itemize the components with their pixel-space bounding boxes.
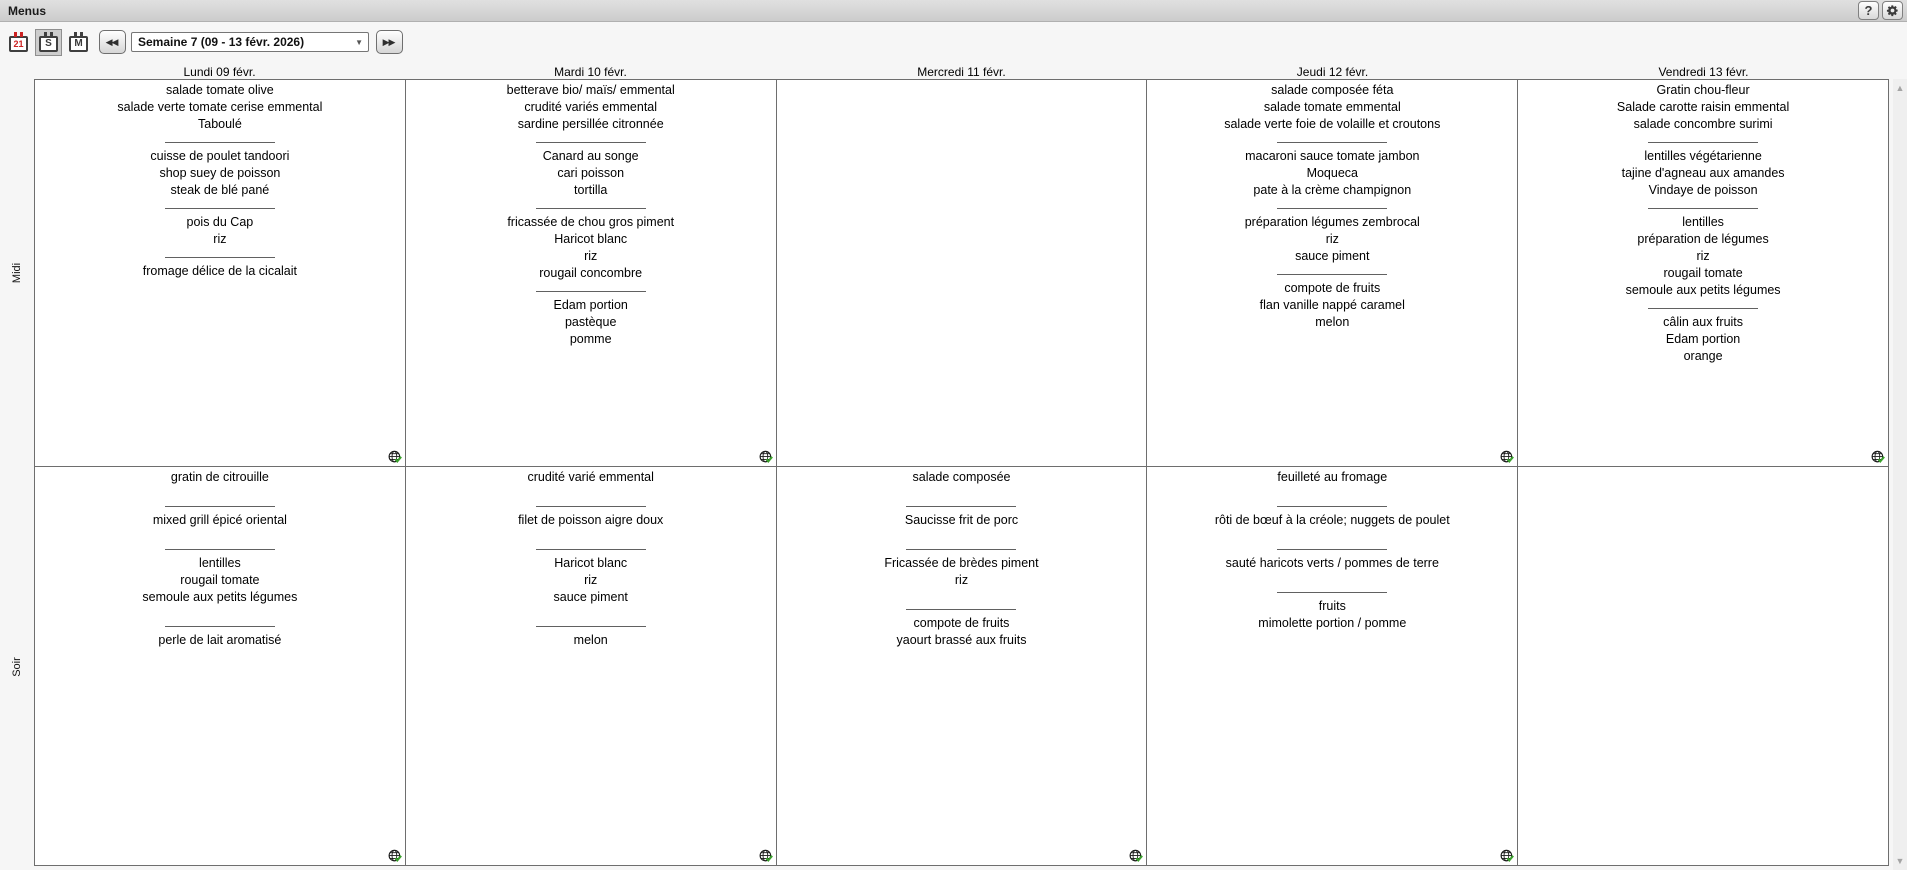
menu-item: Edam portion: [553, 298, 628, 312]
menu-item: tajine d'agneau aux amandes: [1621, 166, 1785, 180]
menu-item: cari poisson: [557, 166, 625, 180]
menu-item: gratin de citrouille: [170, 470, 269, 484]
group-separator: [1648, 308, 1758, 309]
menu-item: riz: [1696, 249, 1710, 263]
chevron-down-icon: ▼: [355, 37, 363, 47]
menu-item: mimolette portion / pomme: [1258, 616, 1407, 630]
menu-item: lentilles: [1682, 215, 1724, 229]
day-view-button[interactable]: [5, 29, 32, 56]
menu-item: Vindaye de poisson: [1648, 183, 1758, 197]
double-chevron-left-icon: ◀◀: [105, 36, 118, 47]
menu-item: pate à la crème champignon: [1253, 183, 1412, 197]
menu-cell-soir-day2[interactable]: [777, 467, 1148, 865]
menu-item: préparation légumes zembrocal: [1244, 215, 1420, 229]
group-separator: [1648, 142, 1758, 143]
menu-row-midi: [35, 80, 1888, 467]
day-header-2: Mercredi 11 févr.: [917, 65, 1006, 79]
menu-item: riz: [584, 249, 598, 263]
menu-item: salade verte tomate cerise emmental: [117, 100, 323, 114]
group-separator: [165, 549, 275, 550]
menu-item: sardine persillée citronnée: [517, 117, 664, 131]
menu-item: lentilles: [199, 556, 241, 570]
row-label-soir: Soir: [11, 657, 23, 677]
group-separator: [1277, 592, 1387, 593]
day-header-3: Jeudi 12 févr.: [1296, 65, 1369, 79]
menu-item: salade verte foie de volaille et croutons: [1224, 117, 1441, 131]
group-separator: [536, 142, 646, 143]
menu-item: steak de blé pané: [170, 183, 270, 197]
toolbar: [0, 23, 1907, 61]
row-label-midi: Midi: [11, 262, 23, 284]
menu-item: Fricassée de brèdes piment: [884, 556, 1039, 570]
menu-item: pois du Cap: [186, 215, 254, 229]
menu-item: melon: [1315, 315, 1350, 329]
previous-week-button[interactable]: [99, 30, 126, 54]
group-separator: [1277, 549, 1387, 550]
month-view-button[interactable]: [65, 29, 92, 56]
double-chevron-right-icon: ▶▶: [382, 36, 395, 47]
menu-item: riz: [1325, 232, 1339, 246]
menu-item: compote de fruits: [1284, 281, 1381, 295]
globe-icon[interactable]: [759, 450, 773, 464]
group-separator: [536, 291, 646, 292]
group-separator: [1277, 506, 1387, 507]
menu-item: sauté haricots verts / pommes de terre: [1225, 556, 1439, 570]
menu-cell-midi-day1[interactable]: [406, 80, 777, 466]
menu-item: Haricot blanc: [554, 232, 628, 246]
globe-icon[interactable]: [1500, 450, 1514, 464]
menu-item: lentilles végétarienne: [1644, 149, 1762, 163]
menu-item: Salade carotte raisin emmental: [1616, 100, 1790, 114]
next-week-button[interactable]: [376, 30, 403, 54]
menu-item: salade concombre surimi: [1633, 117, 1773, 131]
globe-icon[interactable]: [1129, 849, 1143, 863]
menu-item: rôti de bœuf à la créole; nuggets de poulet: [1214, 513, 1450, 527]
menu-item: salade tomate emmental: [1263, 100, 1401, 114]
menu-item: shop suey de poisson: [159, 166, 281, 180]
menu-item: Edam portion: [1665, 332, 1741, 346]
page-title: Menus: [8, 3, 47, 18]
day-header-4: Vendredi 13 févr.: [1658, 65, 1749, 79]
menu-item: pastèque: [564, 315, 617, 329]
group-separator: [1277, 208, 1387, 209]
menu-item: crudité variés emmental: [524, 100, 658, 114]
menu-item: Moqueca: [1306, 166, 1358, 180]
menu-item: betterave bio/ maïs/ emmental: [506, 83, 675, 97]
menu-item: fricassée de chou gros piment: [507, 215, 675, 229]
gear-icon: [1886, 4, 1899, 17]
menu-board: [0, 62, 1907, 870]
month-view-label: M: [74, 38, 83, 49]
menu-cell-soir-day0[interactable]: [35, 467, 406, 865]
group-separator: [906, 609, 1016, 610]
menu-cell-soir-day4[interactable]: [1518, 467, 1888, 865]
menu-item: rougail concombre: [539, 266, 643, 280]
settings-button[interactable]: [1882, 1, 1903, 20]
menu-item: perle de lait aromatisé: [158, 633, 282, 647]
group-separator: [536, 549, 646, 550]
group-separator: [536, 506, 646, 507]
menu-item: rougail tomate: [1663, 266, 1743, 280]
menu-item: yaourt brassé aux fruits: [896, 633, 1027, 647]
menu-cell-midi-day4[interactable]: [1518, 80, 1888, 466]
menu-item: préparation de légumes: [1637, 232, 1769, 246]
menu-item: tortilla: [574, 183, 608, 197]
group-separator: [1277, 274, 1387, 275]
group-separator: [906, 549, 1016, 550]
day-view-label: 21: [13, 38, 24, 49]
menu-item: salade composée: [912, 470, 1011, 484]
group-separator: [165, 208, 275, 209]
menu-cell-soir-day3[interactable]: [1147, 467, 1518, 865]
menu-item: macaroni sauce tomate jambon: [1245, 149, 1420, 163]
globe-icon[interactable]: [388, 450, 402, 464]
menu-item: feuilleté au fromage: [1277, 470, 1388, 484]
globe-icon[interactable]: [759, 849, 773, 863]
menu-item: câlin aux fruits: [1663, 315, 1744, 329]
menu-row-soir: [35, 467, 1888, 865]
menu-item: salade tomate olive: [166, 83, 274, 97]
group-separator: [1277, 142, 1387, 143]
group-separator: [1648, 208, 1758, 209]
menu-item: semoule aux petits légumes: [142, 590, 298, 604]
menu-item: riz: [213, 232, 227, 246]
group-separator: [165, 142, 275, 143]
menu-item: semoule aux petits légumes: [1625, 283, 1781, 297]
globe-icon[interactable]: [1500, 849, 1514, 863]
menu-item: Haricot blanc: [554, 556, 628, 570]
menu-item: fromage délice de la cicalait: [142, 264, 298, 278]
menu-item: Saucisse frit de porc: [904, 513, 1019, 527]
menu-item: fruits: [1318, 599, 1346, 613]
help-button[interactable]: [1858, 1, 1879, 20]
menu-item: filet de poisson aigre doux: [518, 513, 664, 527]
group-separator: [536, 208, 646, 209]
menu-item: Canard au songe: [542, 149, 639, 163]
day-header-1: Mardi 10 févr.: [554, 65, 627, 79]
group-separator: [165, 626, 275, 627]
titlebar: [0, 0, 1907, 22]
menu-item: flan vanille nappé caramel: [1259, 298, 1405, 312]
globe-icon[interactable]: [388, 849, 402, 863]
week-selector[interactable]: [131, 32, 369, 52]
menu-cell-midi-day2[interactable]: [777, 80, 1148, 466]
menu-item: mixed grill épicé oriental: [152, 513, 287, 527]
calendar-day-icon: [9, 36, 28, 52]
day-headers: [34, 65, 1889, 79]
calendar-ring: [20, 32, 23, 37]
group-separator: [165, 257, 275, 258]
menu-item: cuisse de poulet tandoori: [150, 149, 290, 163]
menu-item: sauce piment: [1295, 249, 1370, 263]
menu-cell-soir-day1[interactable]: [406, 467, 777, 865]
calendar-ring: [50, 32, 53, 37]
week-selector-value: Semaine 7 (09 - 13 févr. 2026): [138, 35, 305, 49]
menu-item: riz: [584, 573, 598, 587]
calendar-ring: [74, 32, 77, 37]
menu-item: crudité varié emmental: [527, 470, 654, 484]
menu-item: melon: [573, 633, 608, 647]
menu-item: riz: [954, 573, 969, 587]
group-separator: [906, 506, 1016, 507]
menu-cell-midi-day0[interactable]: [35, 80, 406, 466]
menu-item: pomme: [569, 332, 612, 346]
vertical-scrollbar[interactable]: [1893, 79, 1907, 870]
question-mark-icon: ?: [1864, 3, 1873, 18]
menu-item: Taboulé: [198, 117, 242, 131]
calendar-ring: [80, 32, 83, 37]
menu-item: salade composée féta: [1271, 83, 1394, 97]
menu-item: compote de fruits: [913, 616, 1010, 630]
week-view-button[interactable]: [35, 29, 62, 56]
calendar-month-icon: [69, 36, 88, 52]
menu-item: sauce piment: [553, 590, 628, 604]
calendar-ring: [44, 32, 47, 37]
menu-item: orange: [1683, 349, 1723, 363]
calendar-ring: [14, 32, 17, 37]
calendar-week-icon: [39, 36, 58, 52]
menu-grid: [34, 79, 1889, 866]
scroll-up-icon[interactable]: ▲: [1895, 83, 1905, 93]
group-separator: [536, 626, 646, 627]
menu-item: rougail tomate: [180, 573, 260, 587]
globe-icon[interactable]: [1871, 450, 1885, 464]
week-view-label: S: [45, 38, 52, 49]
scroll-down-icon[interactable]: ▼: [1895, 856, 1905, 866]
menu-item: Gratin chou-fleur: [1656, 83, 1750, 97]
group-separator: [165, 506, 275, 507]
menu-cell-midi-day3[interactable]: [1147, 80, 1518, 466]
day-header-0: Lundi 09 févr.: [183, 65, 256, 79]
